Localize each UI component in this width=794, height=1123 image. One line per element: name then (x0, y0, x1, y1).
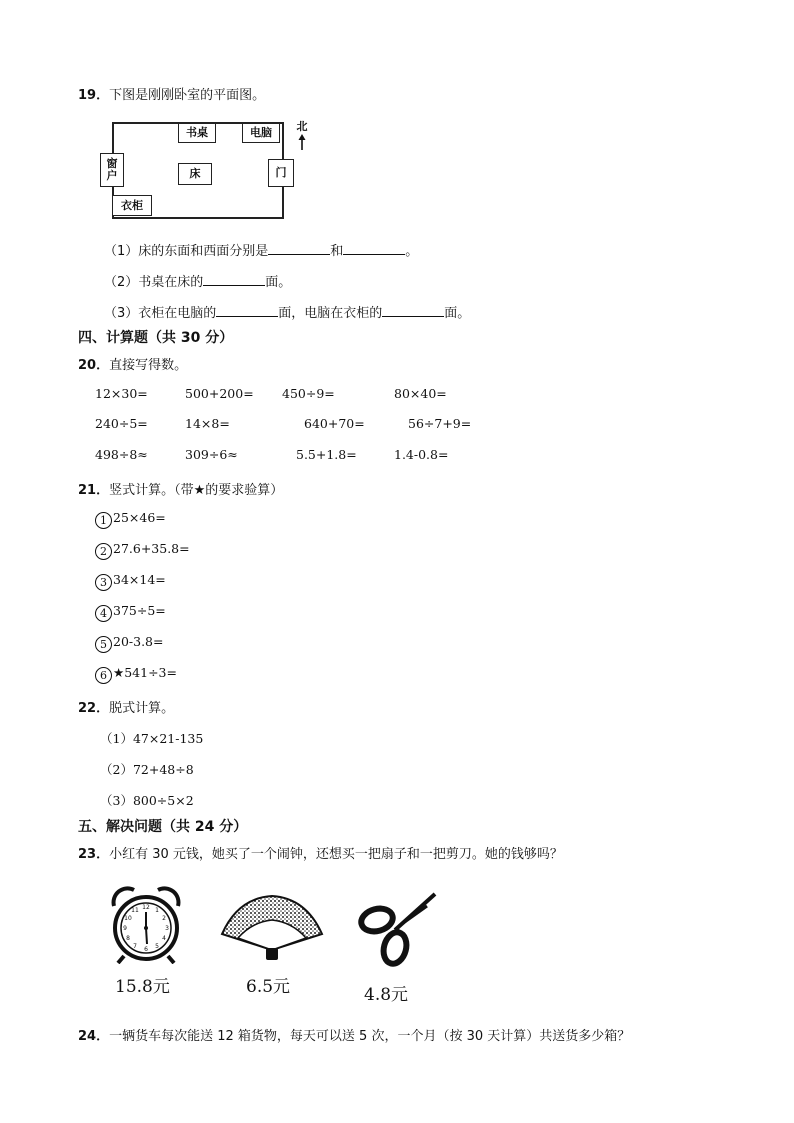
question-number: 23 (78, 847, 97, 862)
floor-plan (100, 115, 320, 225)
price-scissors: 4.8元 (364, 985, 409, 1005)
calc-item: 450÷9= (282, 386, 335, 401)
answer-blank[interactable] (203, 273, 265, 286)
circled-number: 5 (95, 636, 112, 653)
svg-text:7: 7 (133, 943, 137, 950)
question-21: 21．竖式计算。（带★的要求验算） (78, 483, 284, 498)
svg-text:8: 8 (126, 935, 130, 942)
question-23: 23．小红有 30 元钱，她买了一个闹钟，还想买一把扇子和一把剪刀。她的钱够吗？ (78, 847, 563, 862)
list-item: 5 20-3.8= (95, 634, 163, 653)
answer-blank[interactable] (343, 242, 405, 255)
circled-number: 1 (95, 512, 112, 529)
circled-number: 3 (95, 574, 112, 591)
svg-text:9: 9 (123, 925, 127, 932)
section-heading-4: 四、计算题（共 30 分） (78, 330, 234, 346)
section-heading-5: 五、解决问题（共 24 分） (78, 819, 248, 835)
list-item: （1）47×21-135 (100, 731, 204, 746)
calc-item: 1.4-0.8= (394, 447, 449, 462)
calc-item: 500+200= (185, 386, 254, 401)
computer-label: 电脑 (242, 123, 280, 143)
circled-number: 6 (95, 667, 112, 684)
calc-item: 14×8= (185, 416, 230, 431)
calc-item: 80×40= (394, 386, 447, 401)
calc-item: 5.5+1.8= (296, 447, 357, 462)
question-text: 脱式计算。 (109, 701, 175, 716)
answer-blank[interactable] (268, 242, 330, 255)
list-item: 3 34×14= (95, 572, 166, 591)
question-text: 一辆货车每次能送 12 箱货物，每天可以送 5 次，一个月（按 30 天计算）共送货多少箱？ (109, 1029, 631, 1044)
calc-item: 309÷6≈ (185, 447, 238, 462)
list-item: 2 27.6+35.8= (95, 541, 190, 560)
list-item: （2）72+48÷8 (100, 762, 194, 777)
question-text: 下图是刚刚卧室的平面图。 (109, 88, 266, 103)
desk-label: 书桌 (178, 123, 216, 143)
svg-text:3: 3 (165, 925, 169, 932)
answer-blank[interactable] (382, 304, 444, 317)
list-item: 4 375÷5= (95, 603, 166, 622)
question-number: 19 (78, 88, 97, 103)
alarm-clock-icon (104, 884, 188, 964)
question-number: 24 (78, 1029, 97, 1044)
svg-text:12: 12 (142, 904, 150, 911)
calc-item: 240÷5= (95, 416, 148, 431)
question-19: 19．下图是刚刚卧室的平面图。 (78, 88, 266, 103)
q19-sub-3: （3）衣柜在电脑的 面，电脑在衣柜的 面。 (104, 306, 471, 321)
list-item: 1 25×46= (95, 510, 166, 529)
question-number: 21 (78, 483, 97, 498)
svg-text:1: 1 (155, 907, 159, 914)
svg-text:2: 2 (162, 915, 166, 922)
question-text: 直接写得数。 (109, 358, 188, 373)
svg-text:6: 6 (144, 946, 148, 953)
circled-number: 4 (95, 605, 112, 622)
question-text: 小红有 30 元钱，她买了一个闹钟，还想买一把扇子和一把剪刀。她的钱够吗？ (109, 847, 563, 862)
svg-text:11: 11 (131, 907, 139, 914)
list-item: （3）800÷5×2 (100, 793, 194, 808)
price-fan: 6.5元 (246, 977, 291, 997)
question-number: 20 (78, 358, 97, 373)
q19-sub-2: （2）书桌在床的 面。 (104, 275, 292, 290)
wardrobe-label: 衣柜 (112, 195, 152, 216)
scissors-icon (355, 890, 441, 970)
north-label: 北 (296, 120, 308, 133)
question-text: 竖式计算。（带★的要求验算） (109, 483, 284, 498)
calc-item: 498÷8≈ (95, 447, 148, 462)
question-20: 20．直接写得数。 (78, 358, 188, 373)
fan-icon (218, 892, 326, 962)
svg-text:5: 5 (155, 943, 159, 950)
question-22: 22．脱式计算。 (78, 701, 175, 716)
calc-item: 56÷7+9= (408, 416, 472, 431)
door-label: 门 (268, 159, 294, 187)
north-arrow-icon (297, 134, 307, 150)
question-24: 24．一辆货车每次能送 12 箱货物，每天可以送 5 次，一个月（按 30 天计算）共送货多少箱？ (78, 1029, 631, 1044)
bed-label: 床 (178, 163, 212, 185)
circled-number: 2 (95, 543, 112, 560)
svg-text:10: 10 (124, 915, 132, 922)
svg-text:4: 4 (162, 935, 166, 942)
question-number: 22 (78, 701, 97, 716)
calc-item: 12×30= (95, 386, 148, 401)
list-item: 6 ★541÷3= (95, 665, 177, 684)
north-indicator (295, 118, 309, 150)
price-clock: 15.8元 (115, 977, 170, 997)
q19-sub-1: （1）床的东面和西面分别是 和 。 (104, 244, 419, 259)
answer-blank[interactable] (216, 304, 278, 317)
calc-item: 640+70= (304, 416, 365, 431)
window-label: 窗 户 (100, 153, 124, 187)
